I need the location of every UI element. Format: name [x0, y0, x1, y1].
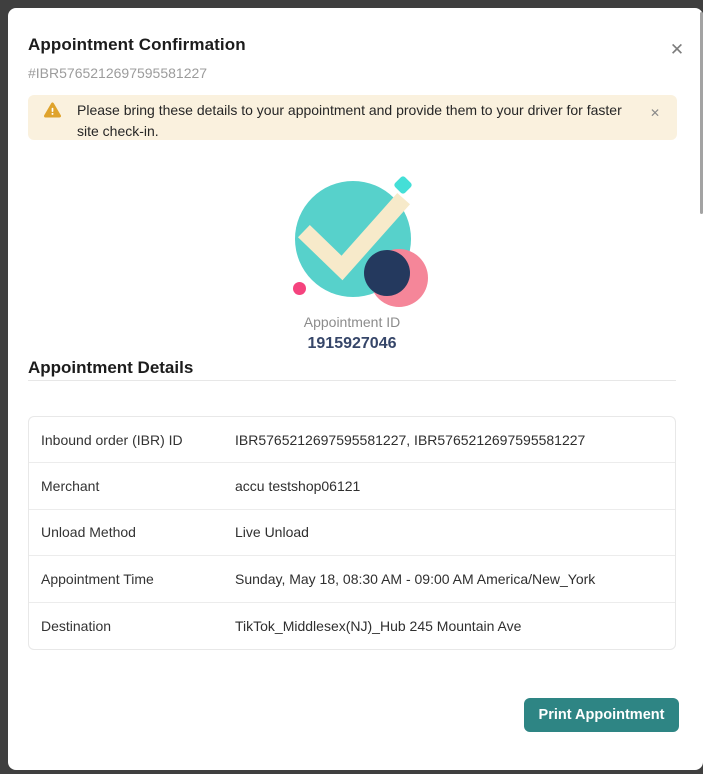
banner-dismiss-button[interactable] [643, 101, 667, 125]
row-value: TikTok_Middlesex(NJ)_Hub 245 Mountain Ave [235, 617, 522, 634]
table-row [29, 463, 675, 509]
appointment-id-label: Appointment ID [303, 314, 401, 330]
row-label: Inbound order (IBR) ID [41, 431, 183, 448]
row-value: IBR5765212697595581227, IBR5765212697595581227 [235, 431, 586, 448]
modal-subtitle: #IBR5765212697595581227 [28, 65, 208, 81]
row-value: Live Unload [235, 524, 309, 541]
print-appointment-button[interactable]: Print Appointment [524, 698, 679, 732]
table-row [29, 556, 675, 602]
warning-icon [44, 102, 61, 118]
modal-title: Appointment Confirmation [28, 35, 246, 54]
row-value: Sunday, May 18, 08:30 AM - 09:00 AM America/New_York [235, 570, 596, 587]
details-heading: Appointment Details [28, 358, 676, 381]
pink-dot-decoration [293, 282, 306, 295]
appointment-id-value: 1915927046 [307, 335, 397, 352]
modal-close-button[interactable] [663, 36, 691, 64]
row-label: Destination [41, 617, 112, 634]
confirmation-illustration [294, 177, 428, 307]
banner-message: Please bring these details to your appointment and provide them to your driver for faster site check-in. [77, 102, 622, 139]
table-row [29, 417, 675, 463]
appointment-confirmation-modal [8, 8, 703, 770]
navy-circle-decoration [364, 250, 410, 296]
row-label: Appointment Time [41, 570, 154, 587]
details-table [28, 416, 676, 650]
close-icon: ✕ [669, 40, 685, 59]
table-row [29, 603, 675, 649]
table-row [29, 510, 675, 556]
close-icon: ✕ [649, 106, 661, 120]
warning-banner [28, 95, 677, 140]
row-label: Unload Method [41, 524, 136, 541]
row-label: Merchant [41, 478, 100, 495]
row-value: accu testshop06121 [235, 478, 361, 495]
